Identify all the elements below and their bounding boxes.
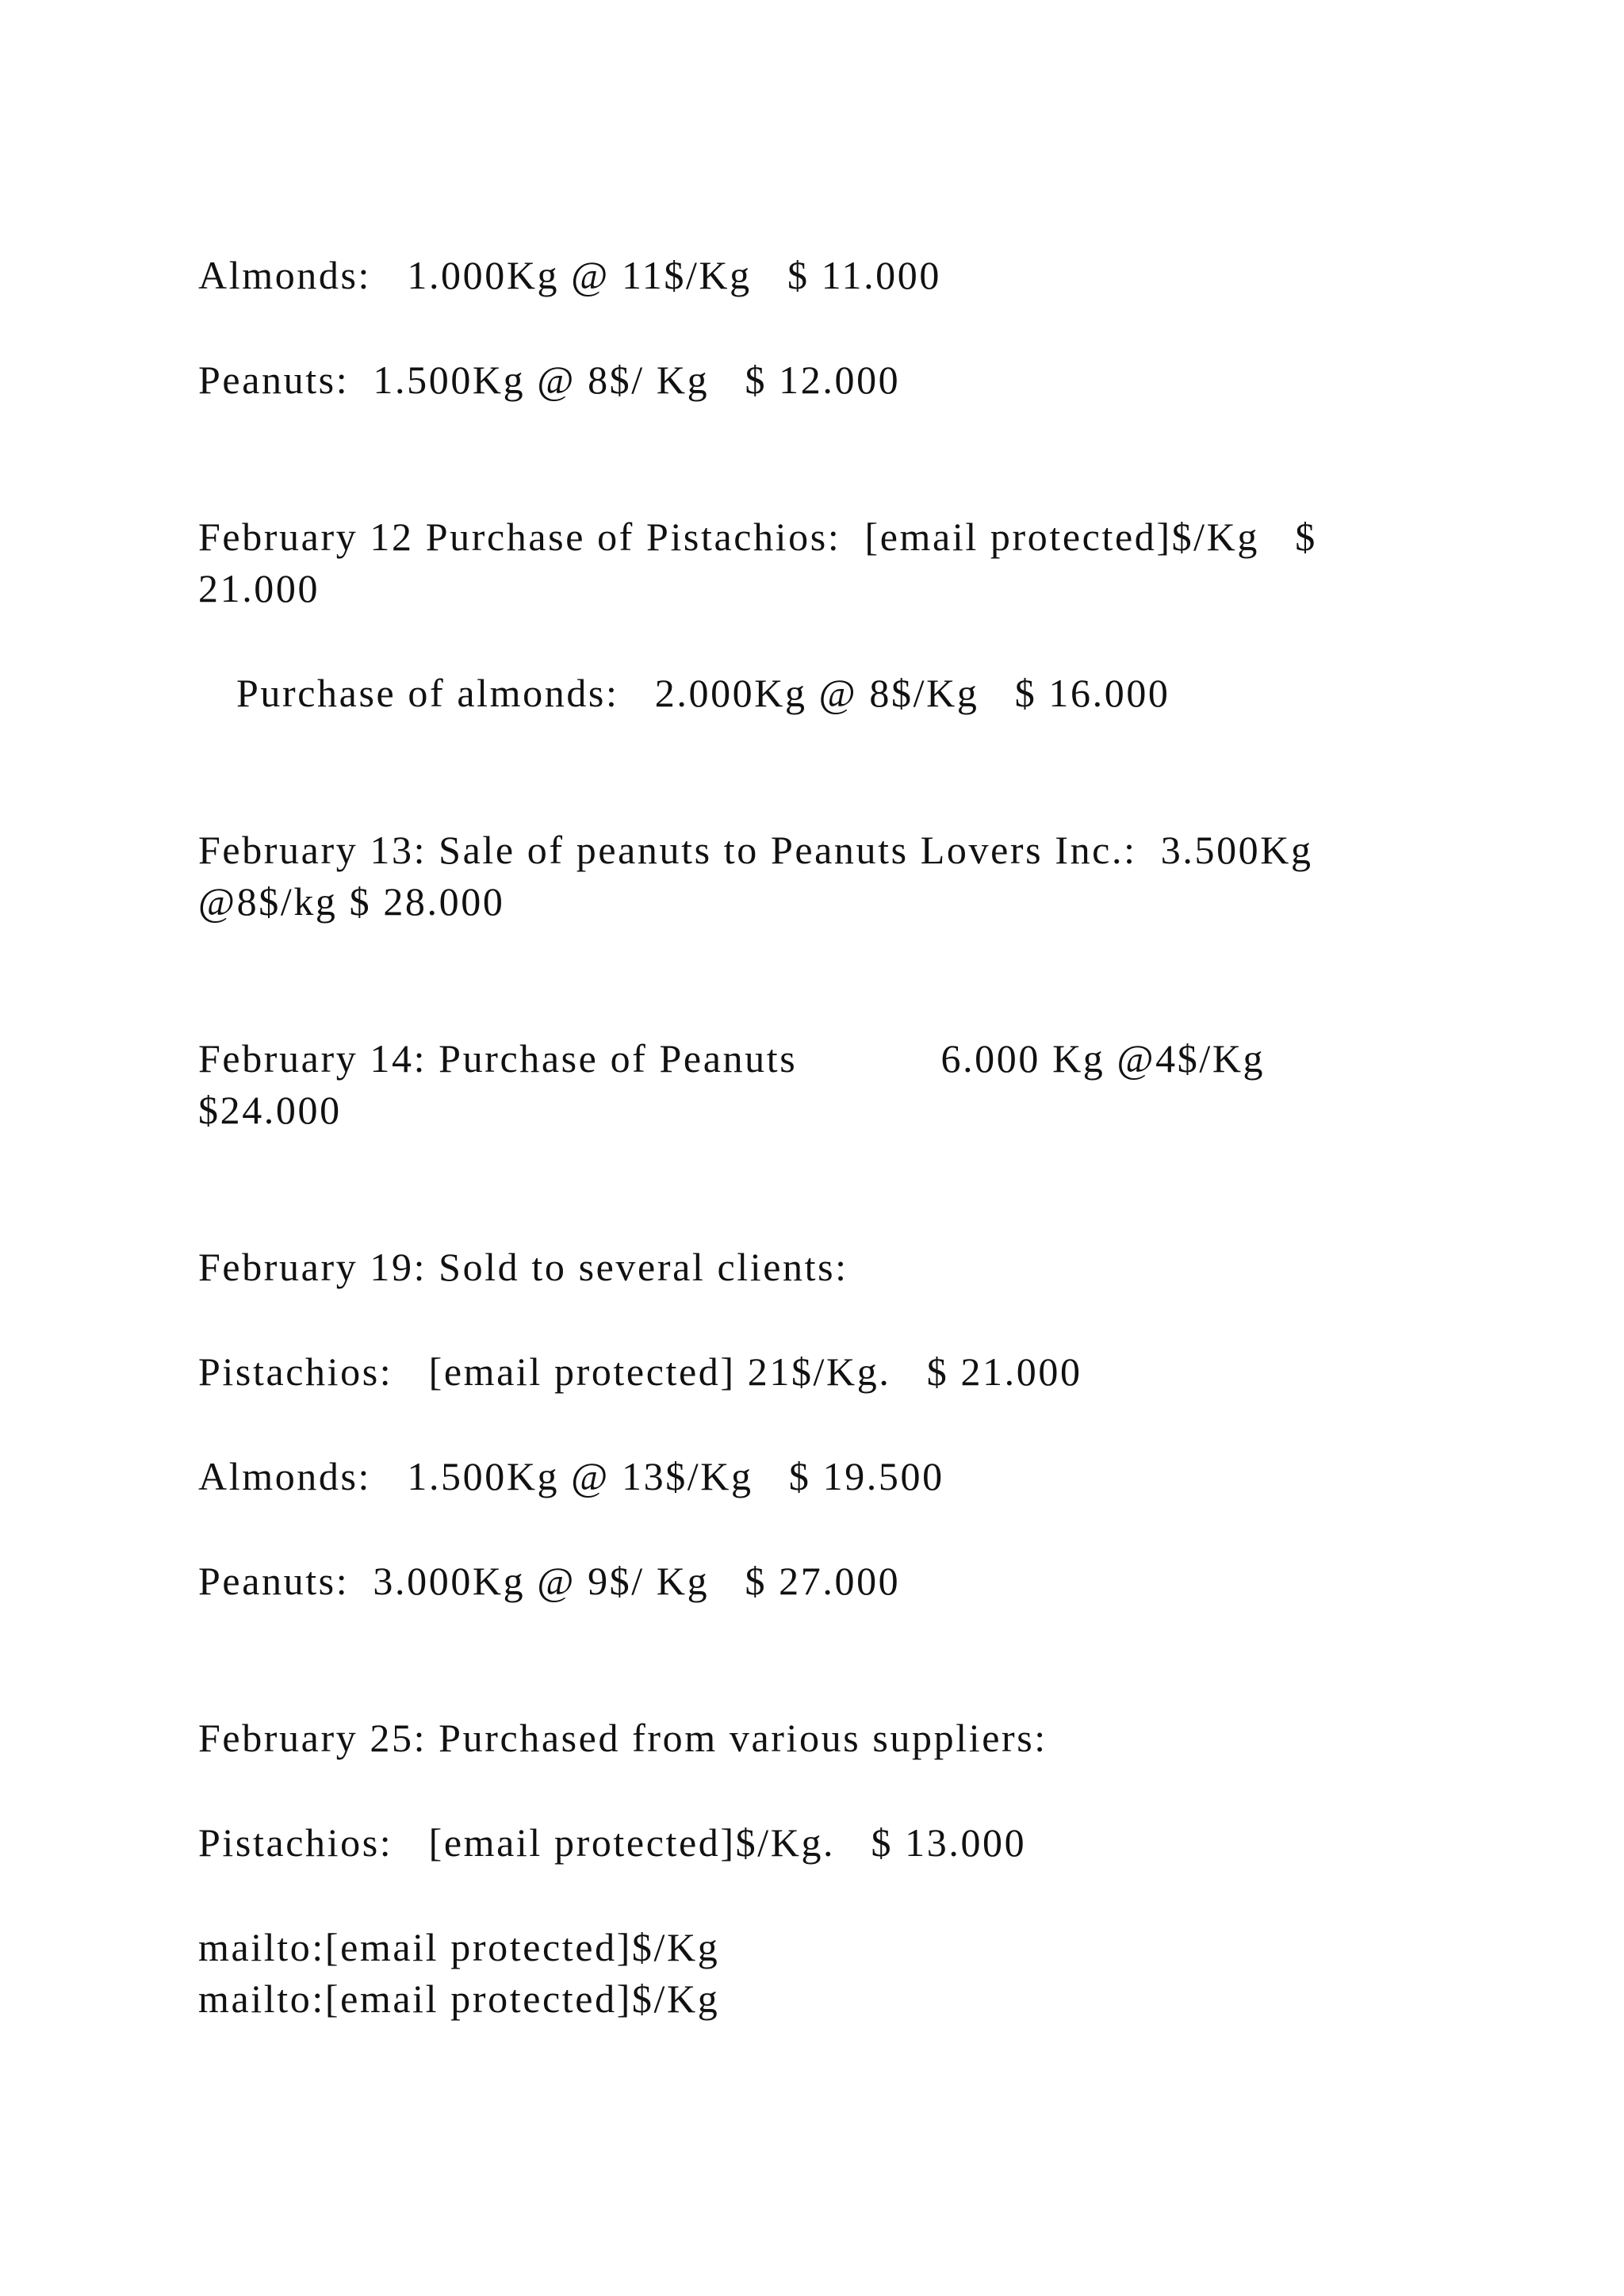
text-line-feb19-pistachios: Pistachios: [email protected] 21$/Kg. $ 21.000 (198, 1349, 1082, 1394)
text-line-feb13-sale: February 13: Sale of peanuts to Peanuts Lovers Inc.: 3.500Kg (198, 828, 1313, 872)
text-line-feb12-amount: 21.000 (198, 566, 320, 610)
text-line-feb12-almonds: Purchase of almonds: 2.000Kg @ 8$/Kg $ 16.000 (236, 671, 1170, 715)
text-line-feb19-almonds: Almonds: 1.500Kg @ 13$/Kg $ 19.500 (198, 1454, 944, 1498)
text-line-feb14-purchase: February 14: Purchase of Peanuts 6.000 Kg @4$/Kg (198, 1036, 1266, 1081)
text-line-feb25-heading: February 25: Purchased from various suppliers: (198, 1716, 1048, 1760)
text-line-feb13-amount: @8$/kg $ 28.000 (198, 879, 505, 924)
text-line-mailto-2: mailto:[email protected]$/Kg (198, 1976, 720, 2021)
text-line-feb25-pistachios: Pistachios: [email protected]$/Kg. $ 13.000 (198, 1820, 1027, 1865)
text-line-feb14-amount: $24.000 (198, 1088, 342, 1132)
text-line-feb19-heading: February 19: Sold to several clients: (198, 1245, 848, 1289)
text-line-mailto-1: mailto:[email protected]$/Kg (198, 1925, 720, 1969)
text-line-almonds-opening: Almonds: 1.000Kg @ 11$/Kg $ 11.000 (198, 253, 941, 297)
text-line-peanuts-opening: Peanuts: 1.500Kg @ 8$/ Kg $ 12.000 (198, 358, 901, 402)
text-line-feb19-peanuts: Peanuts: 3.000Kg @ 9$/ Kg $ 27.000 (198, 1559, 901, 1603)
text-line-feb12-pistachios: February 12 Purchase of Pistachios: [email protected]$/Kg $ (198, 515, 1317, 559)
